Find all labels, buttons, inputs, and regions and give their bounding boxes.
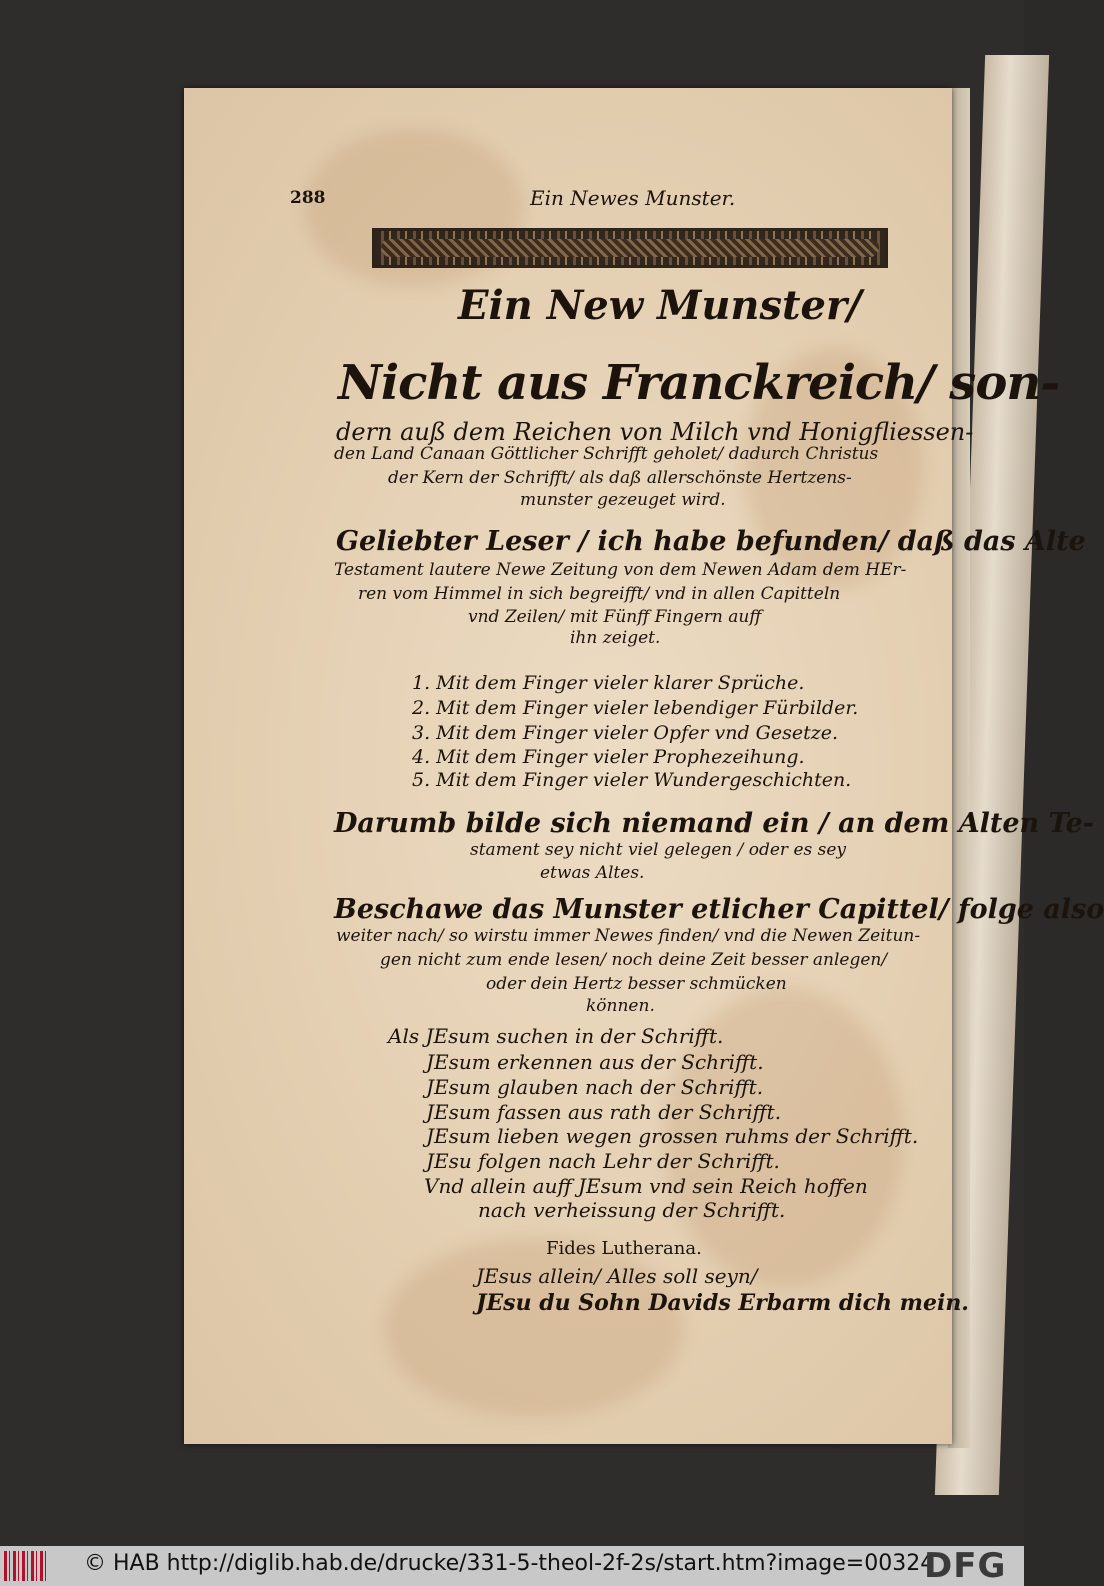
paragraph-line: stament sey nicht viel gelegen / oder es sey <box>470 840 847 860</box>
subtitle-line: dern auß dem Reichen von Milch vnd Honigfliessen- <box>336 418 974 446</box>
subtitle-line: munster gezeuget wird. <box>520 490 726 510</box>
ornament-band <box>372 228 888 268</box>
list-item: 1. Mit dem Finger vieler klarer Sprüche. <box>412 672 805 694</box>
paragraph-line: Geliebter Leser / ich habe befunden/ daß das Alte <box>336 526 1086 557</box>
list-item: Vnd allein auff JEsum vnd sein Reich hoffen <box>424 1174 868 1198</box>
list-item: nach verheissung der Schrifft. <box>478 1198 786 1222</box>
paragraph-line: Testament lautere Newe Zeitung von dem Newen Adam dem HEr- <box>334 560 907 580</box>
fides-heading: Fides Lutherana. <box>546 1238 702 1259</box>
list-item: 4. Mit dem Finger vieler Prophezeihung. <box>412 746 805 768</box>
barcode-icon <box>4 1551 46 1581</box>
list-item: JEsum glauben nach der Schrifft. <box>426 1075 764 1099</box>
page-number: 288 <box>290 188 326 208</box>
paragraph-line: Beschawe das Munster etlicher Capittel/ folge also <box>334 894 1104 925</box>
list-item: JEsum fassen aus rath der Schrifft. <box>426 1100 782 1124</box>
paragraph-line: oder dein Hertz besser schmücken <box>486 974 787 994</box>
title-line-2: Nicht aus Franckreich/ son- <box>338 355 1060 411</box>
running-head: Ein Newes Munster. <box>530 186 736 210</box>
paragraph-line: gen nicht zum ende lesen/ noch deine Zeit besser anlegen/ <box>380 950 888 970</box>
list-item: 5. Mit dem Finger vieler Wundergeschichten. <box>412 769 852 791</box>
source-link[interactable]: © HAB http://diglib.hab.de/drucke/331-5-theol-2f-2s/start.htm?image=00324 <box>84 1551 935 1576</box>
paragraph-line: ihn zeiget. <box>570 628 661 648</box>
paragraph-line: Darumb bilde sich niemand ein / an dem Alten Te- <box>334 808 1094 839</box>
subtitle-line: den Land Canaan Göttlicher Schrifft geholet/ dadurch Christus <box>334 444 879 464</box>
paragraph-line: vnd Zeilen/ mit Fünff Fingern auff <box>468 607 762 627</box>
list-item: JEsum erkennen aus der Schrifft. <box>426 1050 764 1074</box>
list-item: Als JEsum suchen in der Schrifft. <box>388 1024 724 1048</box>
list-item: 3. Mit dem Finger vieler Opfer vnd Gesetze. <box>412 722 839 744</box>
subtitle-line: der Kern der Schrifft/ als daß allerschönste Hertzens- <box>388 468 852 488</box>
title-line-1: Ein New Munster/ <box>458 282 862 329</box>
list-item: 2. Mit dem Finger vieler lebendiger Fürbilder. <box>412 697 859 719</box>
paragraph-line: weiter nach/ so wirstu immer Newes finden/ vnd die Newen Zeitun- <box>336 926 921 946</box>
fides-line: JEsus allein/ Alles soll seyn/ <box>476 1264 758 1288</box>
list-item: JEsum lieben wegen grossen ruhms der Schrifft. <box>426 1124 919 1148</box>
paragraph-line: können. <box>586 996 655 1016</box>
dfg-logo: DFG <box>924 1546 1007 1586</box>
paragraph-line: ren vom Himmel in sich begreifft/ vnd in allen Capitteln <box>358 584 841 604</box>
paragraph-line: etwas Altes. <box>540 863 645 883</box>
list-item: JEsu folgen nach Lehr der Schrifft. <box>426 1149 780 1173</box>
fides-line: JEsu du Sohn Davids Erbarm dich mein. <box>476 1290 969 1316</box>
